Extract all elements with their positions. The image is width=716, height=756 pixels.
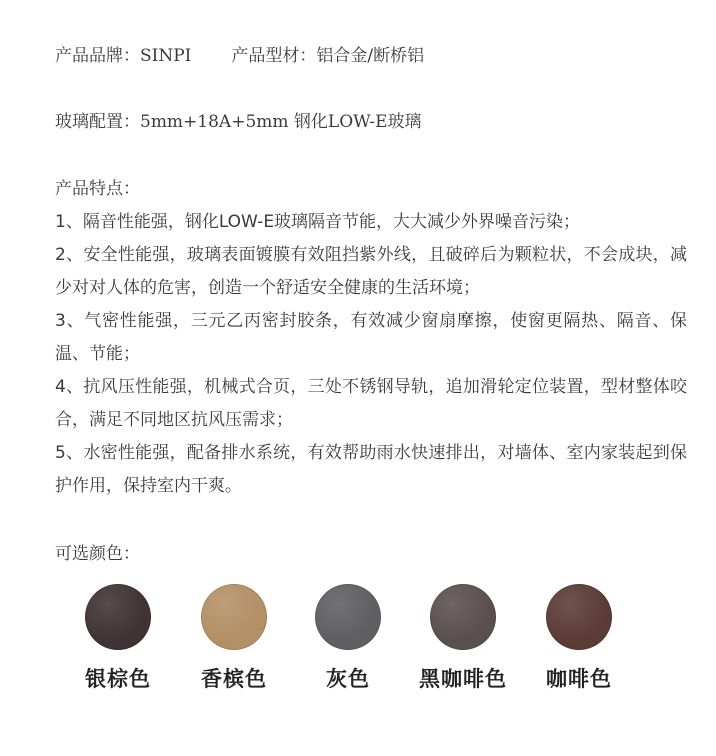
glass-label: 玻璃配置： [55, 112, 140, 132]
features-heading: 产品特点： [55, 179, 140, 199]
spec-row-glass [55, 106, 687, 139]
feature-item-5: 5、水密性能强，配备排水系统，有效帮助雨水快速排出，对墙体、室内家装起到保护作用，保持室内干爽。 [55, 443, 687, 496]
swatch-black-coffee [403, 584, 523, 693]
spec-row-brand-material [55, 40, 687, 73]
swatch-label: 灰色 [326, 667, 370, 691]
feature-item-2: 2、安全性能强，玻璃表面镀膜有效阻挡紫外线，且破碎后为颗粒状，不会成块，减少对对人体的危害，创造一个舒适安全健康的生活环境； [55, 245, 687, 298]
colors-heading: 可选颜色： [55, 544, 140, 564]
color-circle [315, 584, 381, 650]
swatch-label: 黑咖啡色 [419, 667, 507, 691]
features-section [55, 173, 687, 503]
feature-item-3: 3、气密性能强，三元乙丙密封胶条，有效减少窗扇摩擦，使窗更隔热、隔音、保温、节能； [55, 311, 687, 364]
swatch-label: 香槟色 [201, 667, 267, 691]
swatch-label: 咖啡色 [546, 667, 612, 691]
swatch-coffee [519, 584, 639, 693]
color-circle [201, 584, 267, 650]
color-swatches [55, 584, 655, 704]
material-label: 产品型材： [231, 46, 317, 66]
swatch-silver-brown [58, 584, 178, 693]
glass-value: 5mm+18A+5mm 钢化LOW-E玻璃 [140, 112, 422, 132]
feature-item-4: 4、抗风压性能强，机械式合页，三处不锈钢导轨，追加滑轮定位装置，型材整体咬合，满足不同地区抗风压需求； [55, 377, 687, 430]
brand-value: SINPI [140, 46, 192, 66]
material-value: 铝合金/断桥铝 [316, 46, 425, 66]
swatch-gray [288, 584, 408, 693]
color-circle [546, 584, 612, 650]
color-circle [85, 584, 151, 650]
brand-label: 产品品牌： [55, 46, 140, 66]
feature-item-1: 1、隔音性能强，钢化LOW-E玻璃隔音节能，大大减少外界噪音污染； [55, 212, 581, 232]
swatch-label: 银棕色 [85, 667, 151, 691]
swatch-champagne [174, 584, 294, 693]
color-circle [430, 584, 496, 650]
